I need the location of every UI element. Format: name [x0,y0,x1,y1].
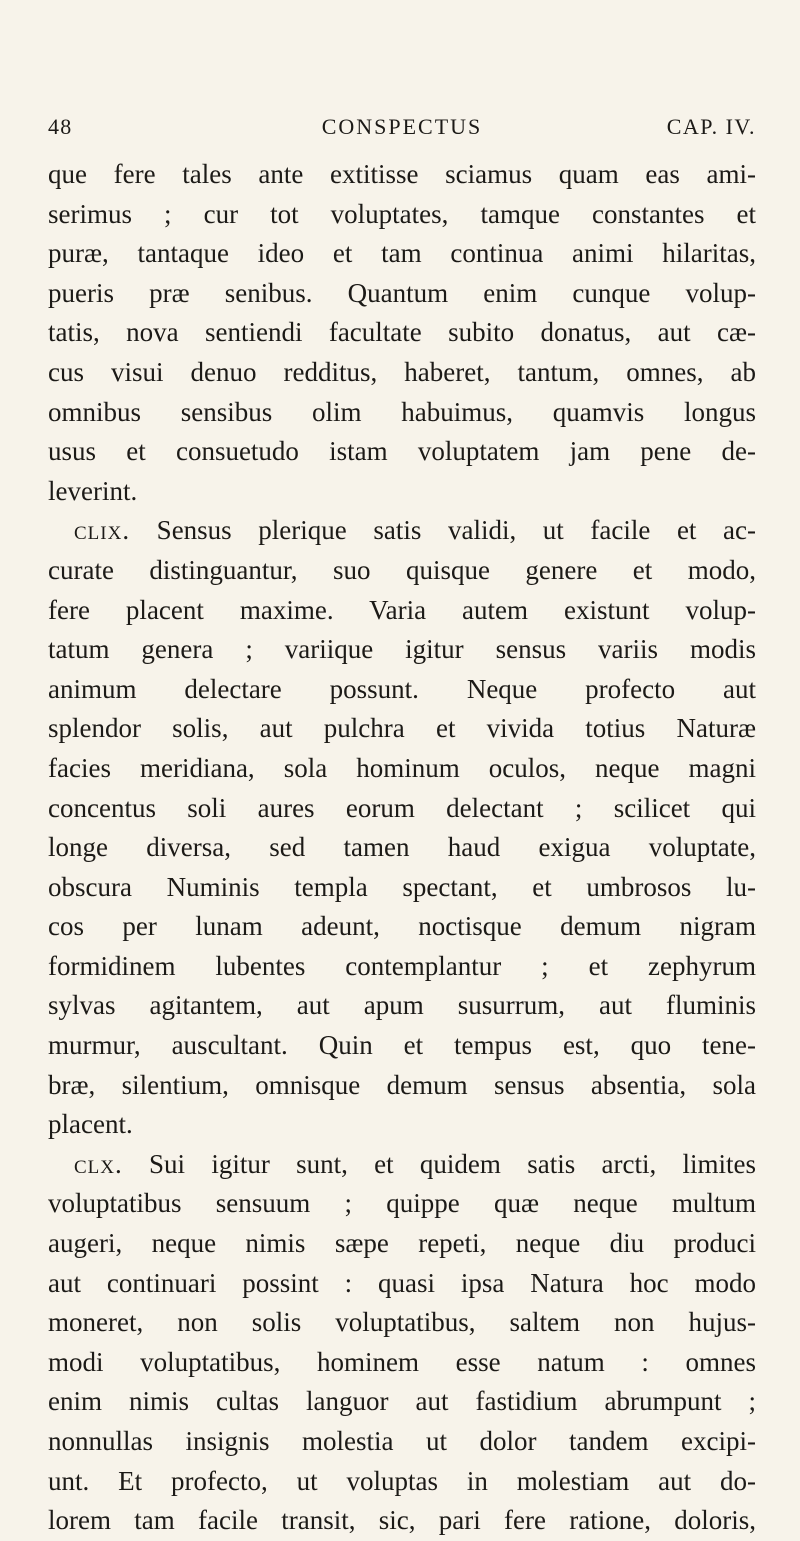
text-line [48,234,756,274]
text-line [48,749,756,789]
text-line [48,393,756,433]
text-line [48,1224,756,1264]
line-text: animum delectare possunt. Neque profecto aut [48,673,756,704]
line-text: fere placent maxime. Varia autem existunt volup- [48,594,756,625]
line-text: modi voluptatibus, hominem esse natum : omnes [48,1346,756,1377]
text-line [48,1303,756,1343]
section-number: clx. [74,1148,123,1179]
text-line [48,1026,756,1066]
line-text: cus visui denuo redditus, haberet, tantum, omnes, ab [48,356,756,387]
line-text: obscura Numinis templa spectant, et umbrosos lu- [48,871,756,902]
text-line [48,789,756,829]
text-line [48,1145,756,1185]
line-text: concentus soli aures eorum delectant ; scilicet qui [48,792,756,823]
line-text: puræ, tantaque ideo et tam continua animi hilaritas, [48,238,756,269]
section-number: clix. [74,515,131,546]
line-text: serimus ; cur tot voluptates, tamque constantes et [48,198,756,229]
chapter-label: CAP. IV. [666,114,756,139]
page-number: 48 [48,114,73,139]
text-line [48,1066,756,1106]
line-text: facies meridiana, sola hominum oculos, neque magni [48,752,756,783]
text-line [48,1105,756,1145]
text-line [48,551,756,591]
text-line [48,472,756,512]
line-text: tatis, nova sentiendi facultate subito donatus, aut cæ- [48,317,756,348]
text-line [48,907,756,947]
text-line [48,828,756,868]
running-title: CONSPECTUS [321,114,483,139]
line-text: nonnullas insignis molestia ut dolor tandem excipi- [48,1426,756,1456]
line-text: Sui igitur sunt, et quidem satis arcti, limites [122,1148,756,1179]
line-text: voluptatibus sensuum ; quippe quæ neque multum [48,1188,756,1219]
text-line [48,868,756,908]
line-text: leverint. [48,475,138,506]
line-text: omnibus sensibus olim habuimus, quamvis longus [48,396,756,427]
text-line [48,986,756,1026]
line-text: sylvas agitantem, aut apum susurrum, aut fluminis [48,990,756,1021]
line-text: tatum genera ; variique igitur sensus variis modis [48,634,756,665]
text-line [48,511,756,551]
text-line [48,1184,756,1224]
text-line [48,274,756,314]
text-line [48,353,756,393]
text-line [48,709,756,749]
line-text: murmur, auscultant. Quin et tempus est, quo tene- [48,1030,756,1061]
line-text: formidinem lubentes contemplantur ; et zephyrum [48,950,756,981]
text-line [48,155,756,195]
text-line [48,1264,756,1304]
line-text: unt. Et profecto, ut voluptas in molestiam aut do- [48,1465,756,1496]
line-text: bræ, silentium, omnisque demum sensus absentia, sola [48,1069,756,1100]
line-text: splendor solis, aut pulchra et vivida totius Naturæ [48,713,756,744]
line-text: Sensus plerique satis validi, ut facile et ac- [130,515,756,546]
body-text [48,155,756,1541]
text-line [48,1382,756,1422]
text-line [48,591,756,631]
text-line [48,1422,756,1462]
text-line [48,313,756,353]
text-line [48,1462,756,1502]
line-text: cos per lunam adeunt, noctisque demum nigram [48,911,756,942]
line-text: aut continuari possint : quasi ipsa Natura hoc modo [48,1267,756,1298]
line-text: placent. [48,1109,133,1140]
text-line [48,1343,756,1383]
text-line [48,630,756,670]
line-text: longe diversa, sed tamen haud exigua voluptate, [48,832,756,863]
line-text: curate distinguantur, suo quisque genere et modo, [48,554,756,585]
line-text: usus et consuetudo istam voluptatem jam pene de- [48,436,756,467]
line-text: lorem tam facile transit, sic, pari fere ratione, doloris, [48,1505,756,1536]
text-line [48,432,756,472]
line-text: enim nimis cultas languor aut fastidium abrumpunt ; [48,1386,756,1417]
text-line [48,1501,756,1541]
line-text: que fere tales ante extitisse sciamus quam eas ami- [48,159,756,189]
line-text: moneret, non solis voluptatibus, saltem non hujus- [48,1307,756,1338]
text-line [48,195,756,235]
line-text: pueris præ senibus. Quantum enim cunque volup- [48,277,756,308]
text-line [48,670,756,710]
running-head [48,114,756,144]
text-line [48,947,756,987]
line-text: augeri, neque nimis sæpe repeti, neque diu produci [48,1228,756,1259]
